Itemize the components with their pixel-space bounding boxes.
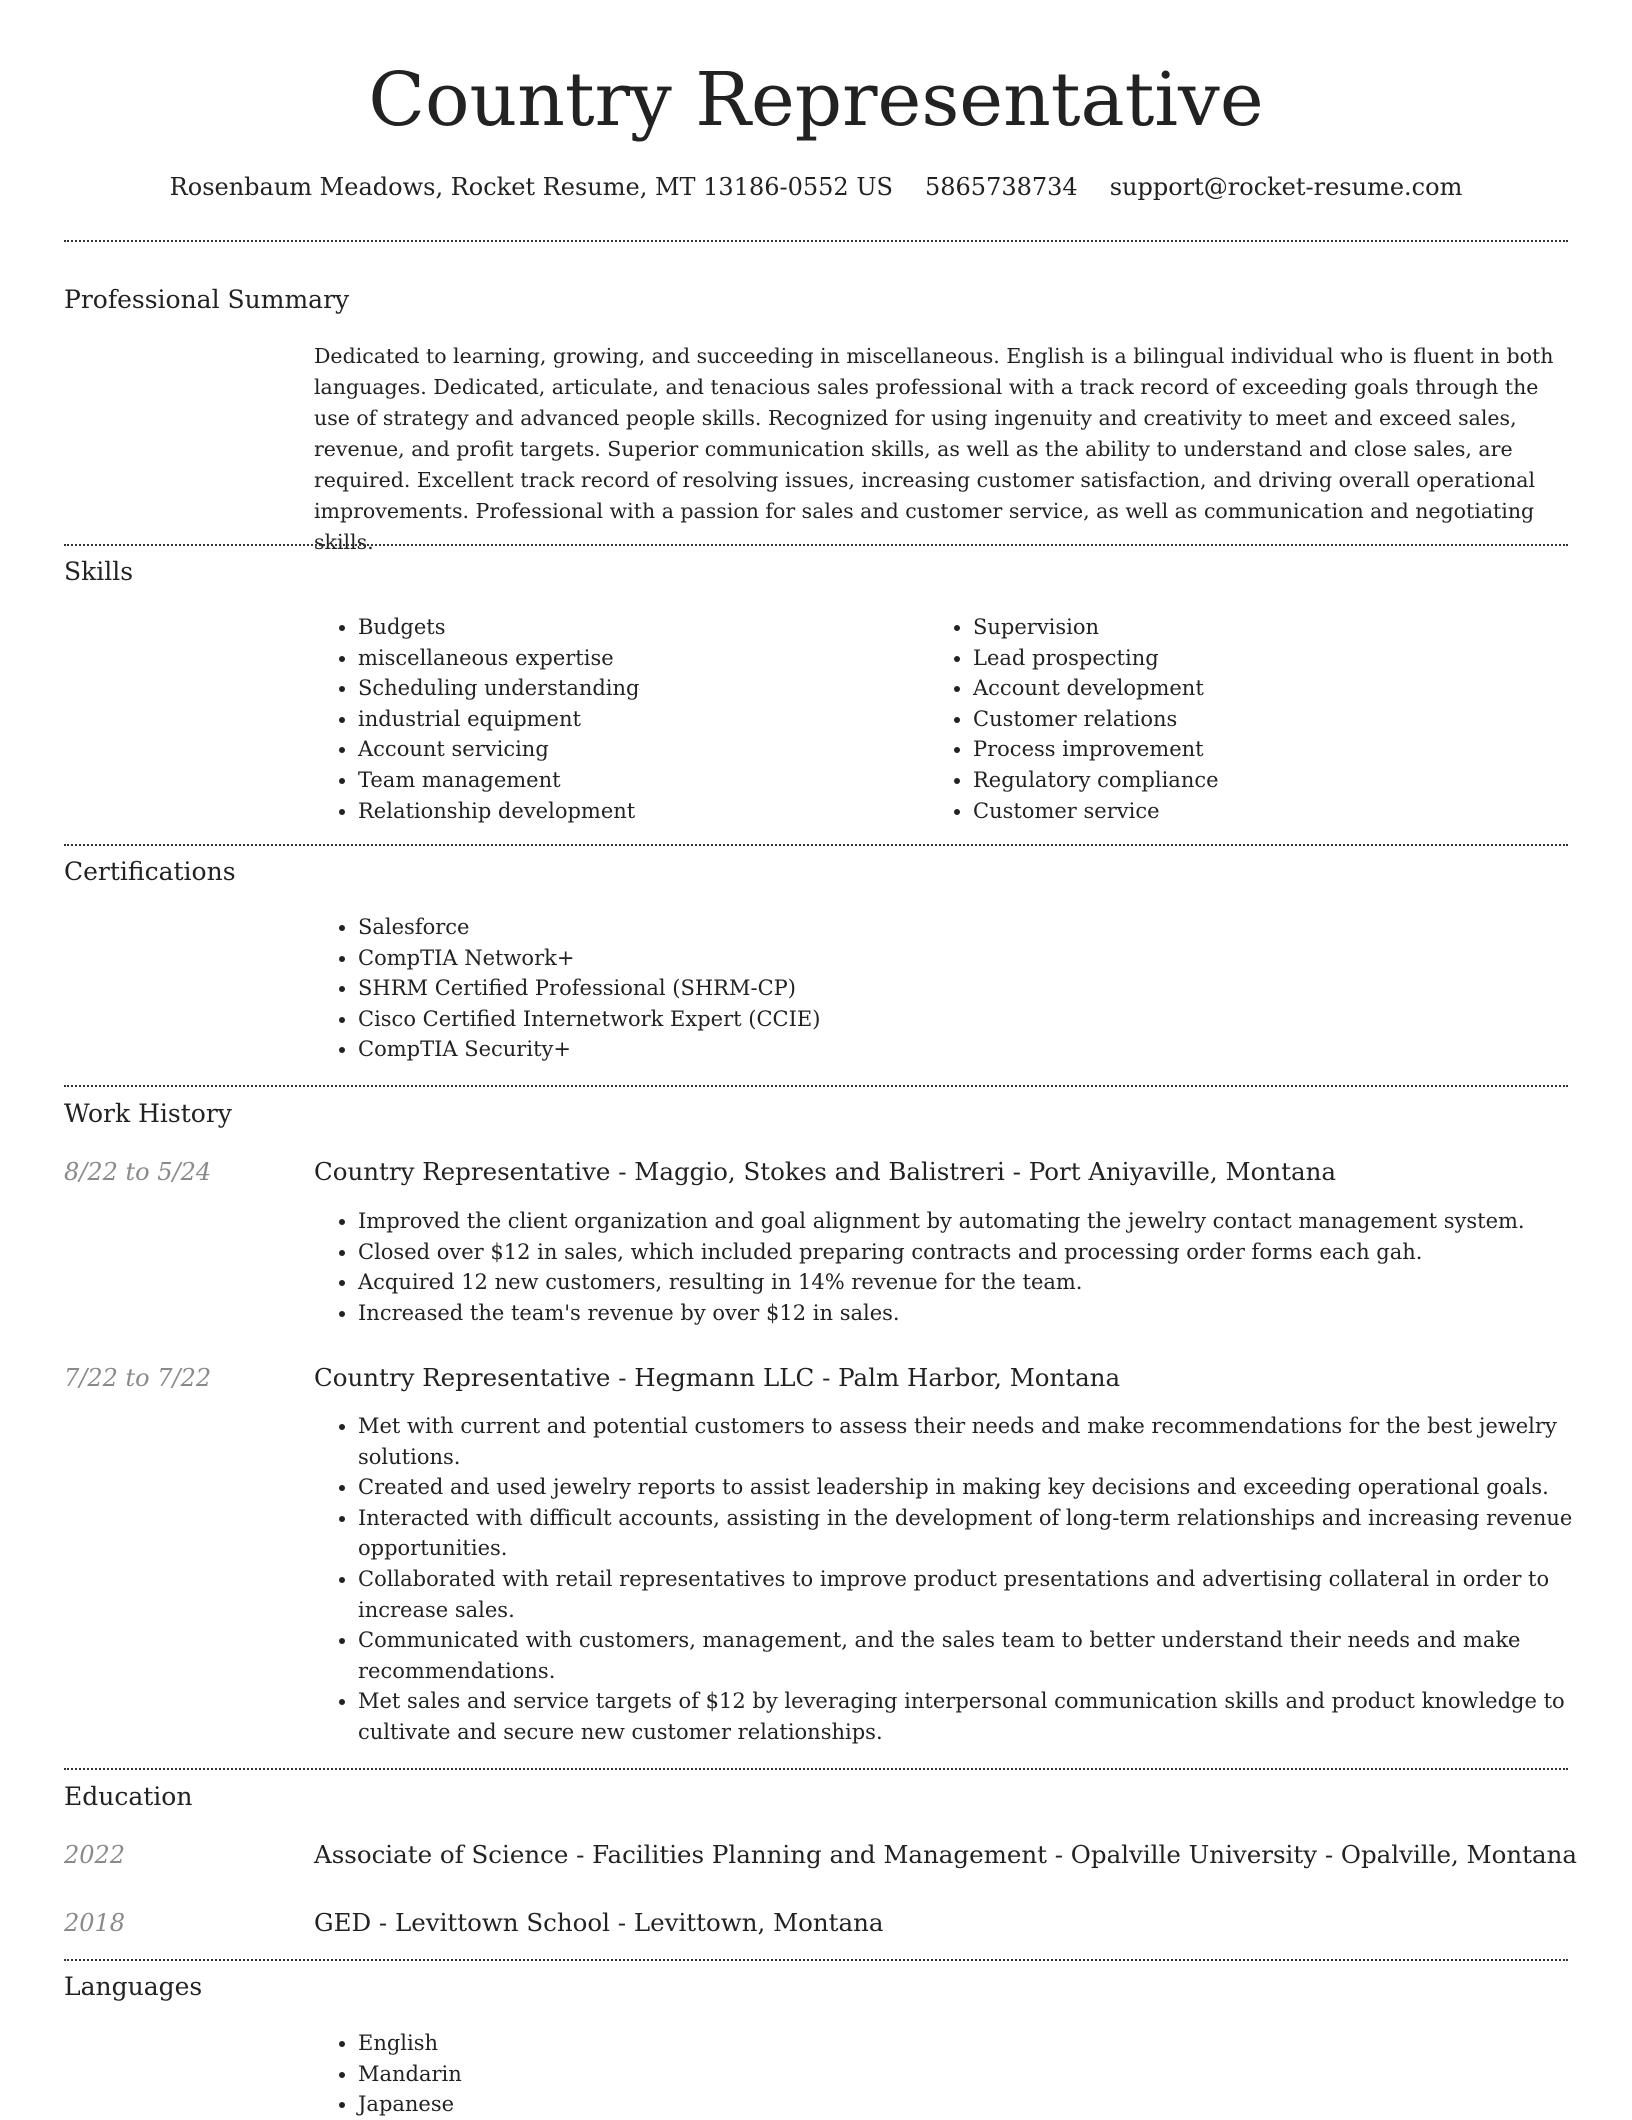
job-bullet: • Closed over $12 in sales, which included preparing contracts and processing order forms each gah. bbox=[358, 1237, 1608, 1268]
work-history-heading: Work History bbox=[64, 1099, 232, 1128]
job-bullet: • Acquired 12 new customers, resulting in 14% revenue for the team. bbox=[358, 1267, 1608, 1298]
education-degree: GED - Levittown School - Levittown, Montana bbox=[314, 1908, 884, 1937]
skill-item: • Regulatory compliance bbox=[973, 765, 1533, 796]
certification-item: • SHRM Certified Professional (SHRM-CP) bbox=[358, 973, 1598, 1004]
contact-address: Rosenbaum Meadows, Rocket Resume, MT 13186-0552 US bbox=[169, 173, 893, 201]
skill-item: • Lead prospecting bbox=[973, 643, 1533, 674]
section-divider bbox=[64, 1959, 1568, 1961]
contact-phone: 5865738734 bbox=[925, 173, 1078, 201]
job-bullet: • Improved the client organization and goal alignment by automating the jewelry contact management system. bbox=[358, 1206, 1608, 1237]
education-year: 2022 bbox=[64, 1841, 126, 1869]
job-dates: 8/22 to 5/24 bbox=[64, 1158, 212, 1186]
education-degree: Associate of Science - Facilities Planning and Management - Opalville University - Opalville, Montana bbox=[314, 1840, 1577, 1869]
job-dates: 7/22 to 7/22 bbox=[64, 1364, 212, 1392]
certifications-heading: Certifications bbox=[64, 857, 236, 886]
certifications-list bbox=[314, 912, 1598, 1065]
job-title: Country Representative - Maggio, Stokes and Balistreri - Port Aniyaville, Montana bbox=[314, 1157, 1336, 1186]
skill-item: • Customer service bbox=[973, 796, 1533, 827]
section-divider bbox=[64, 844, 1568, 846]
certification-item: • CompTIA Network+ bbox=[358, 943, 1598, 974]
skill-item: • Relationship development bbox=[358, 796, 918, 827]
job-bullets bbox=[314, 1206, 1608, 1328]
skills-list-left bbox=[314, 612, 918, 826]
resume-name: Country Representative bbox=[368, 57, 1264, 143]
certification-item: • Cisco Certified Internetwork Expert (CCIE) bbox=[358, 1004, 1598, 1035]
language-item: • Japanese bbox=[358, 2089, 1598, 2120]
skill-item: • Account servicing bbox=[358, 734, 918, 765]
job-bullet: • Collaborated with retail representatives to improve product presentations and advertising collateral in order to increase sales. bbox=[358, 1564, 1608, 1625]
language-item: • Mandarin bbox=[358, 2059, 1598, 2090]
job-bullet: • Increased the team's revenue by over $12 in sales. bbox=[358, 1298, 1608, 1329]
skills-heading: Skills bbox=[64, 557, 134, 586]
section-divider bbox=[64, 1768, 1568, 1770]
job-bullet: • Met with current and potential customers to assess their needs and make recommendations for the best jewelry solutions. bbox=[358, 1411, 1608, 1472]
skill-item: • Account development bbox=[973, 673, 1533, 704]
certification-item: • CompTIA Security+ bbox=[358, 1034, 1598, 1065]
language-item: • English bbox=[358, 2028, 1598, 2059]
skill-item: • Team management bbox=[358, 765, 918, 796]
job-title: Country Representative - Hegmann LLC - Palm Harbor, Montana bbox=[314, 1363, 1121, 1392]
skill-item: • Process improvement bbox=[973, 734, 1533, 765]
education-heading: Education bbox=[64, 1782, 193, 1811]
skill-item: • Scheduling understanding bbox=[358, 673, 918, 704]
skill-item: • miscellaneous expertise bbox=[358, 643, 918, 674]
job-bullet: • Communicated with customers, management, and the sales team to better understand their needs and make recommendations. bbox=[358, 1625, 1608, 1686]
contact-email: support@rocket-resume.com bbox=[1109, 173, 1463, 201]
job-bullets bbox=[314, 1411, 1608, 1748]
skills-list-right bbox=[929, 612, 1533, 826]
languages-heading: Languages bbox=[64, 1972, 203, 2001]
job-bullet: • Interacted with difficult accounts, assisting in the development of long-term relationships and increasing revenue opportunities. bbox=[358, 1503, 1608, 1564]
section-divider bbox=[64, 240, 1568, 242]
skill-item: • Budgets bbox=[358, 612, 918, 643]
skill-item: • Customer relations bbox=[973, 704, 1533, 735]
skill-item: • Supervision bbox=[973, 612, 1533, 643]
summary-heading: Professional Summary bbox=[64, 285, 350, 314]
education-year: 2018 bbox=[64, 1909, 126, 1937]
job-bullet: • Met sales and service targets of $12 by leveraging interpersonal communication skills and product knowledge to cultivate and secure new customer relationships. bbox=[358, 1686, 1608, 1747]
contact-line bbox=[0, 170, 1632, 204]
certification-item: • Salesforce bbox=[358, 912, 1598, 943]
section-divider bbox=[64, 544, 1568, 546]
skill-item: • industrial equipment bbox=[358, 704, 918, 735]
languages-list bbox=[314, 2028, 1598, 2120]
job-bullet: • Created and used jewelry reports to assist leadership in making key decisions and exceeding operational goals. bbox=[358, 1472, 1608, 1503]
section-divider bbox=[64, 1085, 1568, 1087]
summary-text: Dedicated to learning, growing, and succeeding in miscellaneous. English is a bilingual individual who is fluent in both languages. Dedicated, articulate, and tenacious sales professional with a track record of exceeding goals through the use of strategy and advanced people skills. Recognized for using ingenuity and creativity to meet and exceed sales, revenue, and profit targets. Superior communication skills, as well as the ability to understand and close sales, are required. Excellent track record of resolving issues, increasing customer satisfaction, and driving overall operational improvements. Professional with a passion for sales and customer service, as well as communication and negotiating skills. bbox=[314, 344, 1554, 554]
